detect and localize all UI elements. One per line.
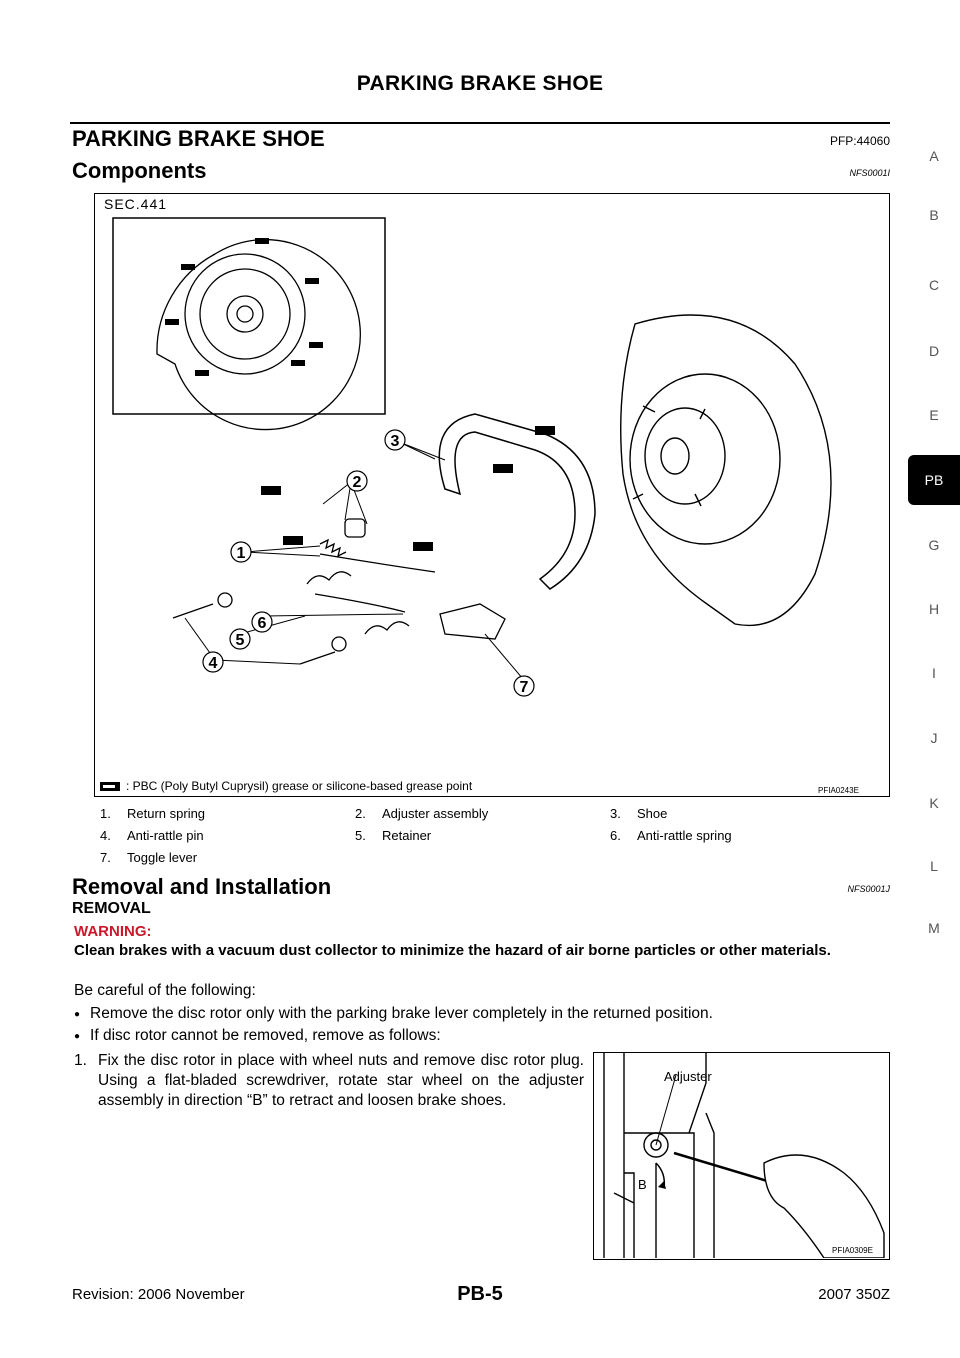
callout-5: 5	[235, 632, 245, 649]
legend-item: 3. Shoe	[610, 806, 668, 821]
section-title: PARKING BRAKE SHOE	[72, 126, 325, 151]
components-legend	[100, 806, 890, 872]
direction-b-label: B	[638, 1177, 647, 1192]
grease-point-icon	[100, 782, 120, 791]
running-header: PARKING BRAKE SHOE	[356, 72, 604, 95]
warning-label: WARNING:	[74, 923, 152, 940]
figure-id: PFIA0243E	[818, 786, 859, 795]
adjuster-label: Adjuster	[664, 1069, 712, 1084]
warning-text: Clean brakes with a vacuum dust collector to minimize the hazard of air borne particles or other materials.	[74, 942, 831, 959]
grease-note-text: : PBC (Poly Butyl Cuprysil) grease or silicone-based grease point	[126, 779, 473, 793]
bullet-item: ● Remove the disc rotor only with the parking brake lever completely in the returned position.	[74, 1005, 713, 1022]
legend-item: 1. Return spring	[100, 806, 206, 821]
step-1: 1. Fix the disc rotor in place with wheel nuts and remove disc rotor plug. Using a flat-bladed screwdriver, rotate star wheel on the adjuster assembly in direction “B” to retract and loosen brake shoes.	[74, 1052, 584, 1109]
legend-item: 5. Retainer	[355, 828, 432, 843]
figure2-id: PFIA0309E	[832, 1246, 873, 1255]
tab-j[interactable]: J	[930, 730, 938, 746]
removal-subheading: REMOVAL	[72, 900, 151, 917]
legend-item: 7. Toggle lever	[100, 850, 198, 865]
components-figure	[94, 193, 890, 797]
legend-row	[100, 806, 890, 828]
callout-1: 1	[236, 545, 246, 562]
callout-4: 4	[208, 655, 218, 672]
tab-c[interactable]: C	[928, 277, 940, 293]
tab-g[interactable]: G	[928, 537, 940, 553]
legend-item: 4. Anti-rattle pin	[100, 828, 204, 843]
adjuster-figure	[593, 1052, 890, 1260]
tab-b[interactable]: B	[929, 207, 939, 223]
tab-e[interactable]: E	[929, 407, 939, 423]
footer-model: 2007 350Z	[818, 1286, 890, 1303]
legend-row	[100, 828, 890, 850]
brake-exploded-diagram	[95, 194, 888, 795]
bullet-icon: ●	[74, 1009, 81, 1020]
callout-6: 6	[257, 615, 267, 632]
legend-item: 6. Anti-rattle spring	[610, 828, 732, 843]
tab-h[interactable]: H	[928, 601, 940, 617]
figure-sec-label: SEC.441	[104, 196, 168, 212]
tab-pb-active[interactable]: PB	[908, 455, 960, 505]
components-heading: Components	[72, 158, 207, 183]
footer-revision: Revision: 2006 November	[72, 1286, 245, 1303]
bullet-item: ● If disc rotor cannot be removed, remove as follows:	[74, 1027, 441, 1044]
part-code: PFP:44060	[829, 134, 890, 148]
tab-i[interactable]: I	[932, 665, 936, 681]
bullet-icon: ●	[74, 1031, 81, 1042]
removal-code: NFS0001J	[847, 884, 890, 894]
callout-3: 3	[390, 433, 400, 450]
tab-k[interactable]: K	[929, 795, 939, 811]
intro-text: Be careful of the following:	[74, 982, 256, 999]
header-rule	[70, 122, 890, 124]
callout-7: 7	[519, 679, 529, 696]
tab-d[interactable]: D	[928, 343, 940, 359]
tab-a[interactable]: A	[929, 148, 939, 164]
grease-note	[100, 779, 472, 793]
tab-l[interactable]: L	[930, 858, 938, 874]
tab-m[interactable]: M	[928, 920, 940, 936]
adjuster-diagram	[594, 1053, 888, 1258]
legend-row	[100, 850, 890, 872]
callout-2: 2	[352, 474, 362, 491]
footer-page-number: PB-5	[457, 1283, 503, 1305]
legend-item: 2. Adjuster assembly	[355, 806, 489, 821]
removal-installation-heading: Removal and Installation	[72, 874, 332, 899]
components-code: NFS0001I	[849, 168, 890, 178]
